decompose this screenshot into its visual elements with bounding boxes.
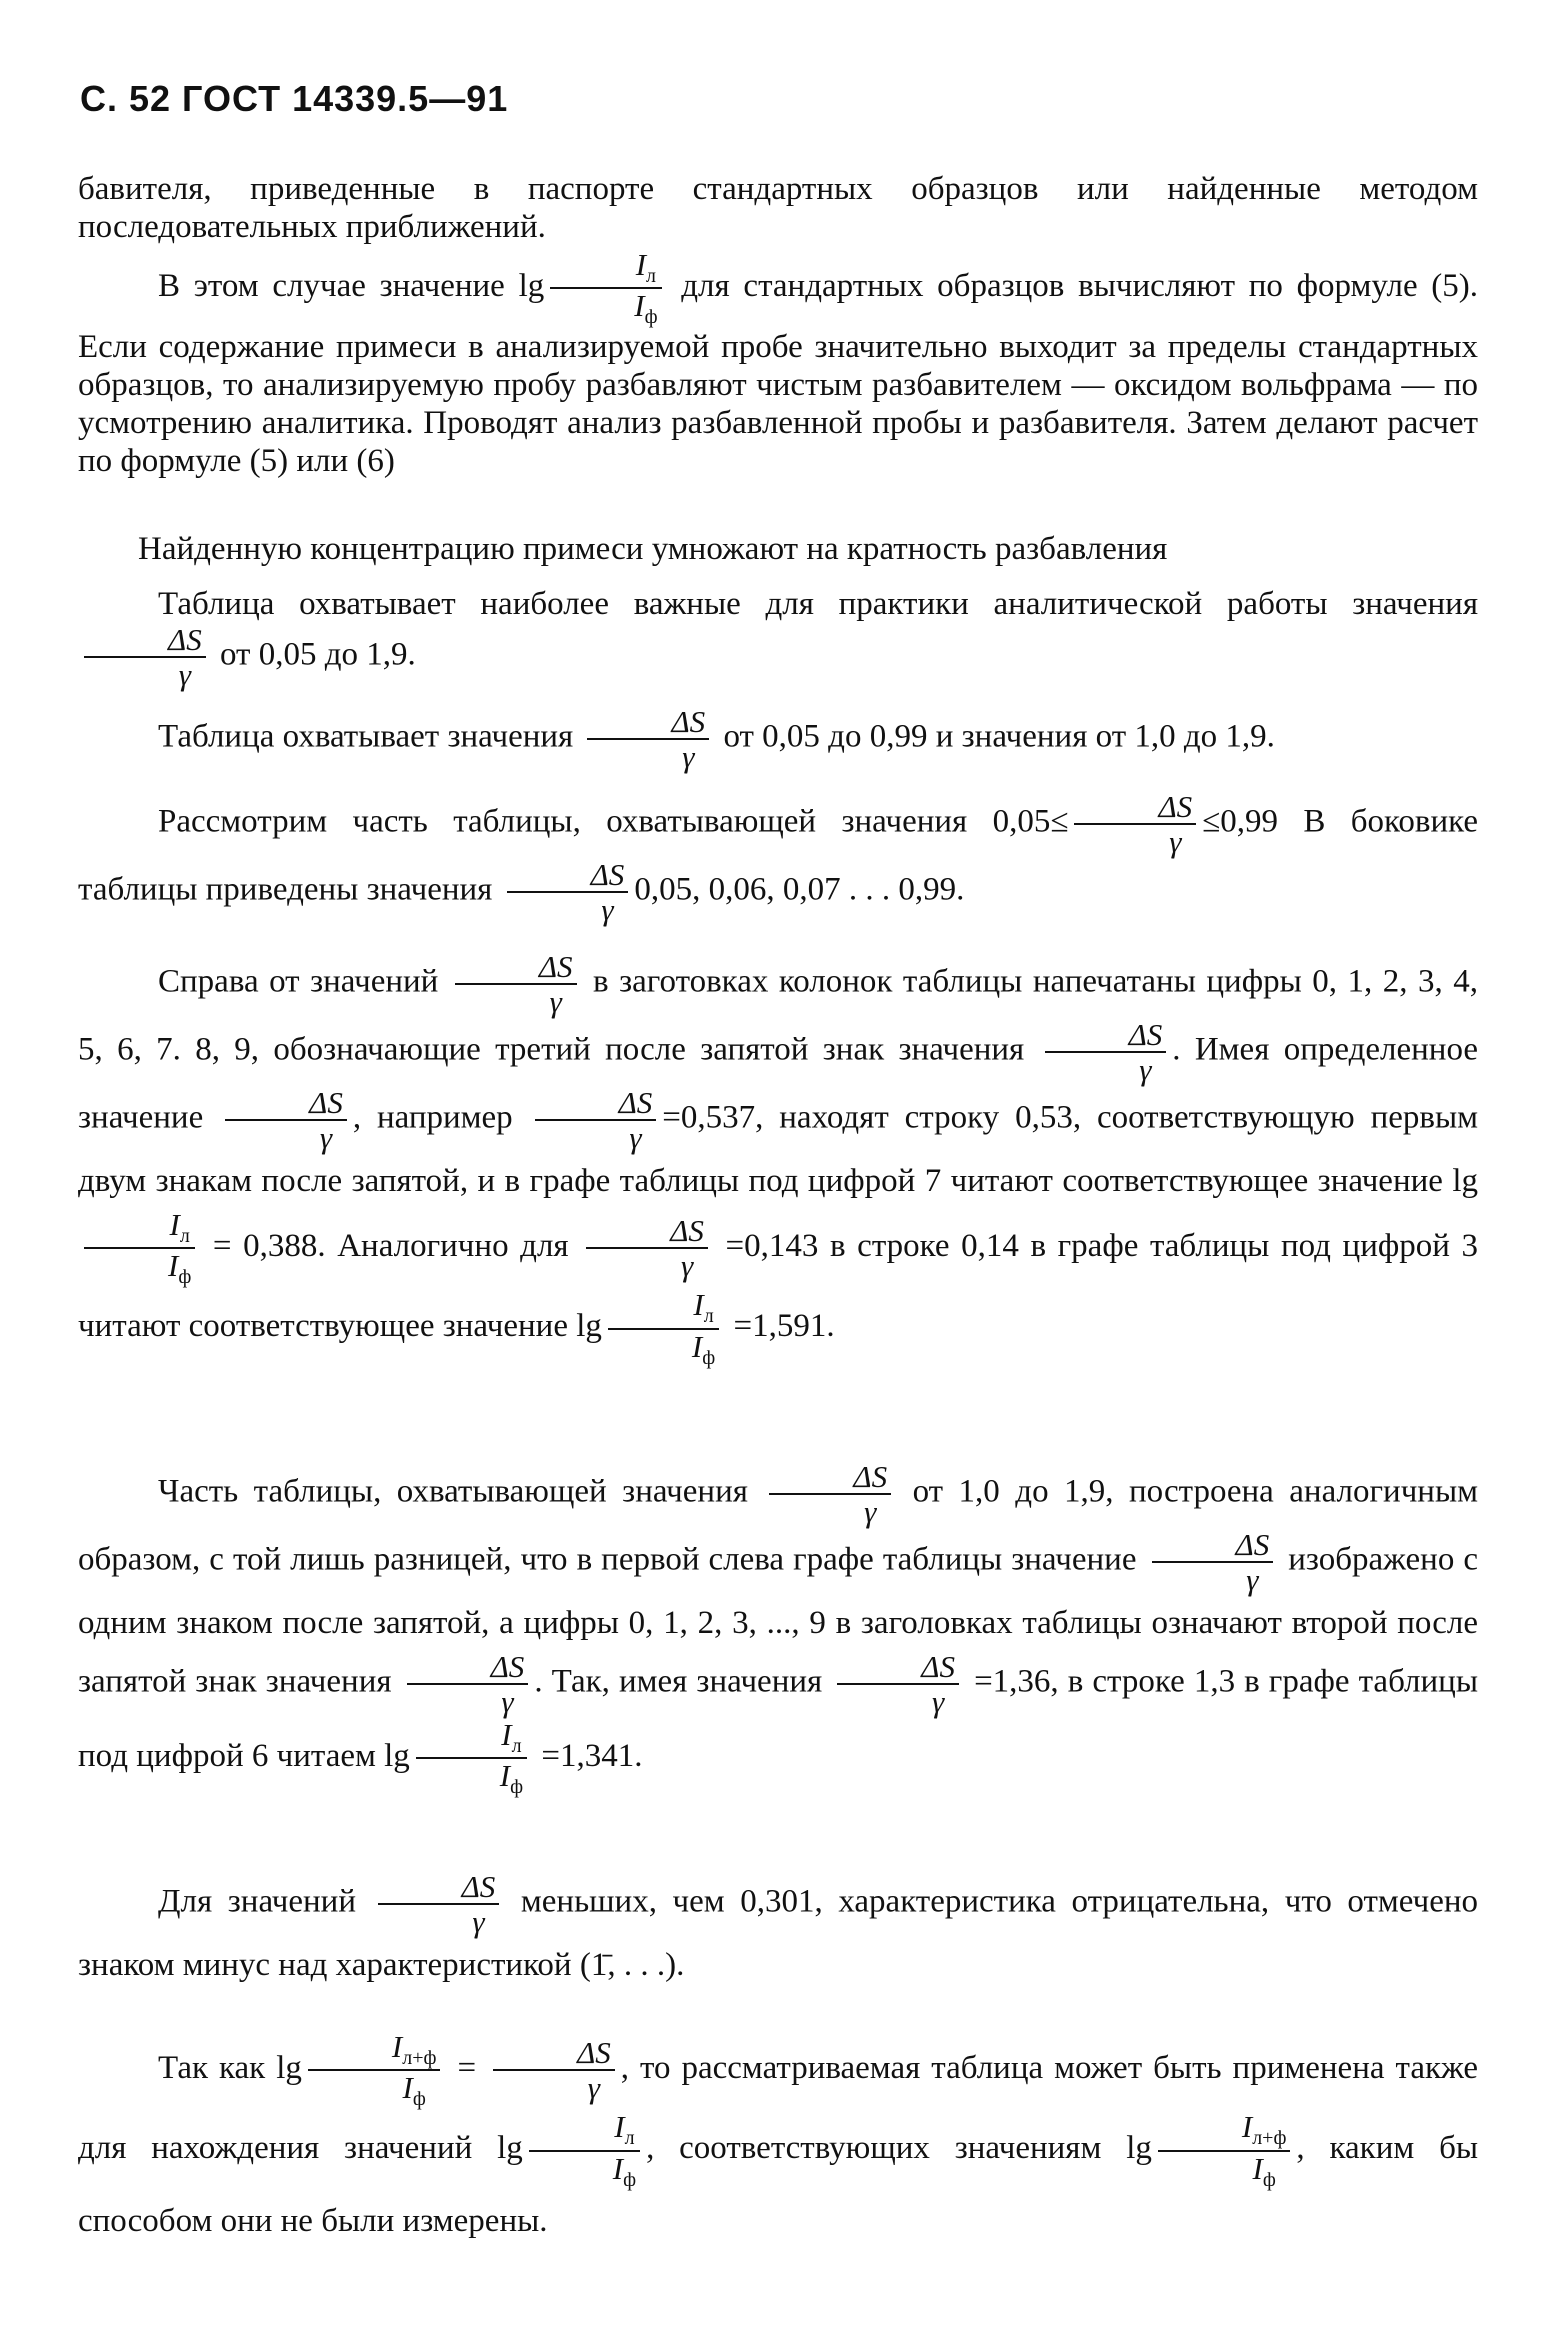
fraction-ds-gamma: $\frac{\Delta S}{\gamma}$ (1074, 790, 1196, 858)
fraction-ds-gamma: $\frac{\Delta S}{\gamma}$ (407, 1650, 529, 1718)
text: от 1,0 до 1,9, построена аналогичным образом, с той лишь разницей, что в первой слева графе таблицы значение (78, 1473, 1479, 1578)
text: , например (352, 1099, 513, 1136)
text: 1̄, . . .). (590, 1947, 685, 1983)
fraction-ds-gamma: $\frac{\Delta S}{\gamma}$ (455, 950, 577, 1018)
text: В этом случае значение (158, 267, 505, 304)
fraction-il-if: $\frac{I_л}{I_ф}$ (550, 248, 661, 328)
text: =1,341. (541, 1737, 643, 1774)
text: , то рассматриваемая таблица может быть применена также для нахождения значений (78, 2049, 1479, 2167)
fraction-ds-gamma: $\frac{\Delta S}{\gamma}$ (586, 1214, 708, 1282)
text: =1,591. (733, 1308, 835, 1345)
fraction-ds-gamma: $\frac{\Delta S}{\gamma}$ (493, 2036, 615, 2104)
text: = (457, 2049, 477, 2086)
fraction-ds-gamma: $\frac{\Delta S}{\gamma}$ (535, 1086, 657, 1154)
text: Рассмотрим часть таблицы, охватывающей значения 0,05≤ (158, 803, 1069, 840)
paragraph-6 (78, 790, 1478, 926)
fraction-ds-gamma: $\frac{\Delta S}{\gamma}$ (1045, 1018, 1167, 1086)
paragraph-4 (78, 585, 1478, 691)
paragraph-8 (78, 1460, 1478, 1798)
text: =0,143 в строке 0,14 в графе таблицы под цифрой 3 читают соответствующее значение (78, 1227, 1479, 1345)
lg-symbol: lg (276, 2049, 302, 2086)
text: =1,36, в строке 1,3 в графе таблицы под цифрой 6 читаем (78, 1663, 1478, 1774)
fraction-ds-gamma: $\frac{\Delta S}{\gamma}$ (507, 858, 629, 926)
paragraph-10 (78, 2030, 1478, 2251)
lg-symbol: lg (384, 1737, 410, 1774)
paragraph-1: бавителя, приведенные в паспорте стандартных образцов или найденные методом последовательных приближений. (78, 171, 1478, 245)
text: изображено с одним знаком после запятой, а цифры 0, 1, 2, 3, ..., 9 в заголовках таблицы означают второй после запятой знак значения (78, 1541, 1479, 1700)
lg-symbol: lg (497, 2130, 523, 2167)
lg-symbol: lg (576, 1308, 602, 1345)
paragraph-7 (78, 950, 1478, 1369)
lg-symbol: lg (1452, 1163, 1479, 1199)
text: , соответствующих значениям (646, 2130, 1102, 2167)
paragraph-9 (78, 1870, 1478, 1992)
text: в заготовках колонок таблицы напечатаны цифры 0, 1, 2, 3, 4, 5, 6, 7. 8, 9, обозначающие третий после запятой знак значения (78, 963, 1478, 1068)
text: от 0,05 до 1,9. (219, 636, 416, 673)
text: =0,537, находят строку 0,53, соответствующую первым двум знакам после запятой, и в графе таблицы под цифрой 7 читают соответствующее значение (78, 1099, 1479, 1199)
fraction-il-if: $\frac{I_л}{I_ф}$ (84, 1208, 195, 1288)
fraction-il-if: $\frac{I_л}{I_ф}$ (529, 2110, 640, 2190)
text: Таблица охватывает наиболее важные для практики аналитической работы значения (158, 586, 1478, 622)
lg-symbol: lg (1126, 2130, 1152, 2167)
text: 0,05, 0,06, 0,07 . . . 0,99. (634, 871, 965, 908)
fraction-ilf-if: $\frac{I_{л+ф}}{I_ф}$ (308, 2030, 441, 2110)
text: , каким бы способом они не были измерены. (78, 2130, 1479, 2239)
text: меньших, чем 0,301, характеристика отрицательна, что отмечено знаком минус над характеристикой (78, 1883, 1479, 1983)
fraction-ds-gamma: $\frac{\Delta S}{\gamma}$ (84, 623, 206, 691)
text: Таблица охватывает значения (158, 718, 574, 755)
text: Для значений (158, 1883, 356, 1920)
fraction-il-if: $\frac{I_л}{I_ф}$ (608, 1288, 719, 1368)
paragraph-2 (78, 248, 1478, 480)
fraction-ds-gamma: $\frac{\Delta S}{\gamma}$ (1152, 1528, 1274, 1596)
text: . Имея определенное значение (78, 1031, 1478, 1136)
text: = 0,388. Аналогично для (212, 1227, 569, 1264)
text: Справа от значений (158, 963, 439, 1000)
paragraph-3: Найденную концентрацию примеси умножают на кратность разбавления (138, 531, 1168, 567)
text: ( (579, 1947, 591, 1983)
text: Часть таблицы, охватывающей значения (158, 1473, 748, 1510)
paragraph-5 (78, 705, 1478, 773)
page-header: С. 52 ГОСТ 14339.5—91 (80, 78, 509, 119)
fraction-ds-gamma: $\frac{\Delta S}{\gamma}$ (837, 1650, 959, 1718)
fraction-ds-gamma: $\frac{\Delta S}{\gamma}$ (378, 1870, 500, 1938)
text: от 0,05 до 0,99 и значения от 1,0 до 1,9. (723, 718, 1275, 755)
lg-symbol: lg (518, 267, 545, 304)
text: Так как (158, 2049, 266, 2086)
fraction-il-if: $\frac{I_л}{I_ф}$ (416, 1718, 527, 1798)
fraction-ilf-if: $\frac{I_{л+ф}}{I_ф}$ (1158, 2110, 1291, 2190)
fraction-ds-gamma: $\frac{\Delta S}{\gamma}$ (587, 705, 709, 773)
fraction-ds-gamma: $\frac{\Delta S}{\gamma}$ (769, 1460, 891, 1528)
fraction-ds-gamma: $\frac{\Delta S}{\gamma}$ (225, 1086, 347, 1154)
text: . Так, имея значения (534, 1663, 823, 1700)
text: для стандартных образцов вычисляют по формуле (5). Если содержание примеси в анализируемой пробе значительно выходит за пределы стандартных образцов, то анализируемую пробу разбавляют чистым разбавителем — оксидом вольфрама — по усмотрению аналитика. Проводят анализ разбавленной пробы и разбавителя. Затем делают расчет по формуле (5) или (6) (78, 267, 1479, 480)
text: ≤0,99 В боковике таблицы приведены значения (78, 803, 1479, 908)
